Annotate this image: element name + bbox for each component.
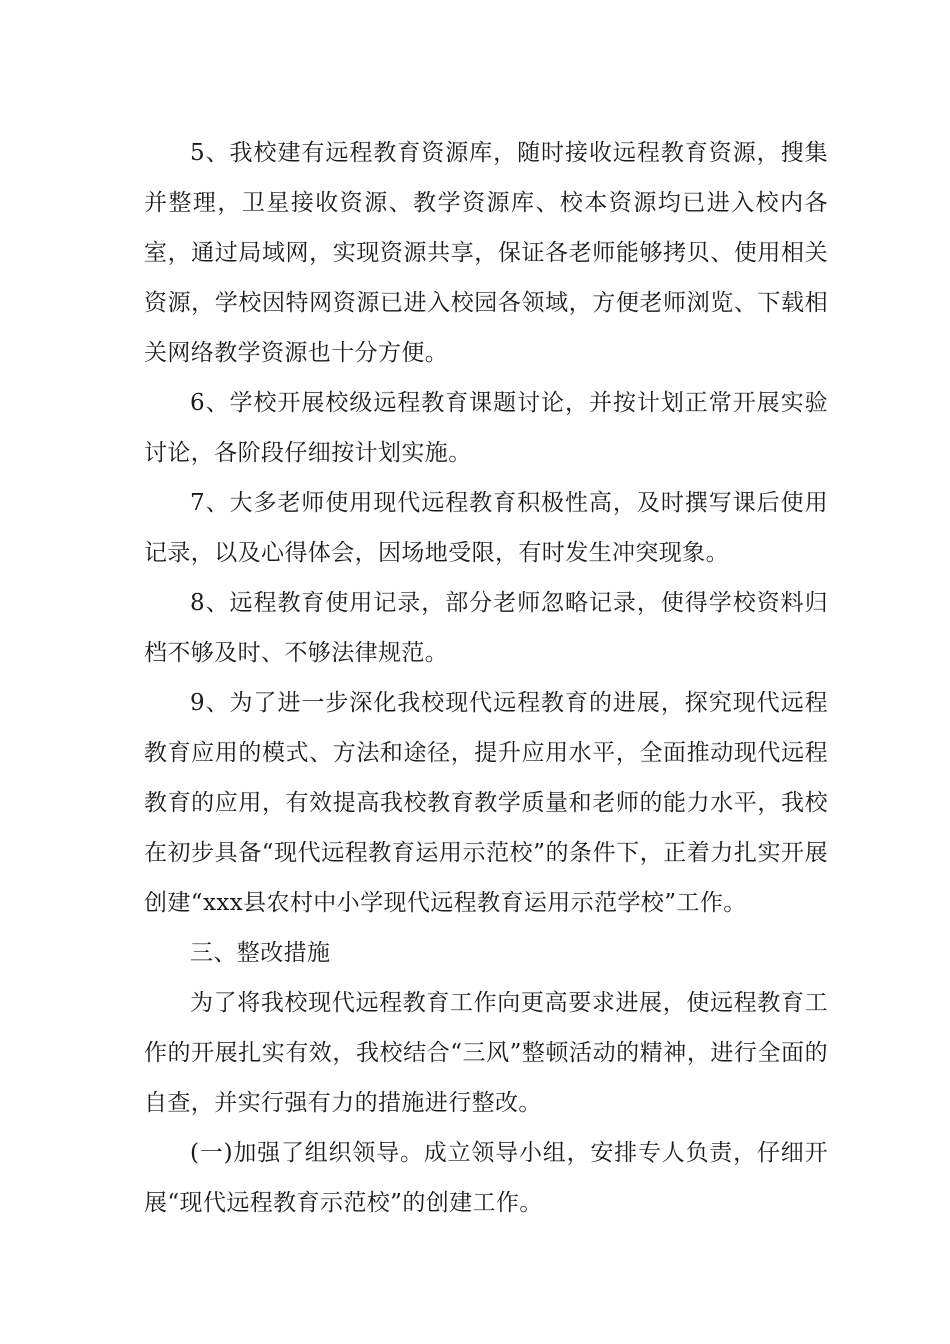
paragraph-item-8: 8、远程教育使用记录，部分老师忽略记录，使得学校资料归档不够及时、不够法律规范。 bbox=[144, 590, 828, 666]
document-body bbox=[144, 128, 828, 1228]
section-intro-paragraph: 为了将我校现代远程教育工作向更高要求进展，使远程教育工作的开展扎实有效，我校结合“三风”整顿活动的精神，进行全面的自查，并实行强有力的措施进行整改。 bbox=[144, 990, 828, 1116]
paragraph-item-6: 6、学校开展校级远程教育课题讨论，并按计划正常开展实验讨论，各阶段仔细按计划实施。 bbox=[144, 390, 828, 466]
section-heading: 三、整改措施 bbox=[190, 940, 331, 966]
paragraph-item-7: 7、大多老师使用现代远程教育积极性高，及时撰写课后使用记录，以及心得体会，因场地受限，有时发生冲突现象。 bbox=[144, 490, 828, 566]
paragraph-item-5: 5、我校建有远程教育资源库，随时接收远程教育资源，搜集并整理，卫星接收资源、教学资源库、校本资源均已进入校内各室，通过局域网，实现资源共享，保证各老师能够拷贝、使用相关资源，学校因特网资源已进入校园各领域，方便老师浏览、下载相关网络教学资源也十分方便。 bbox=[144, 140, 828, 366]
measure-paragraph-1: (一)加强了组织领导。成立领导小组，安排专人负责，仔细开展“现代远程教育示范校”的创建工作。 bbox=[144, 1140, 828, 1216]
paragraph-item-9: 9、为了进一步深化我校现代远程教育的进展，探究现代远程教育应用的模式、方法和途径，提升应用水平，全面推动现代远程教育的应用，有效提高我校教育教学质量和老师的能力水平，我校在初步具备“现代远程教育运用示范校”的条件下，正着力扎实开展创建“xxx县农村中小学现代远程教育运用示范学校”工作。 bbox=[144, 690, 828, 916]
